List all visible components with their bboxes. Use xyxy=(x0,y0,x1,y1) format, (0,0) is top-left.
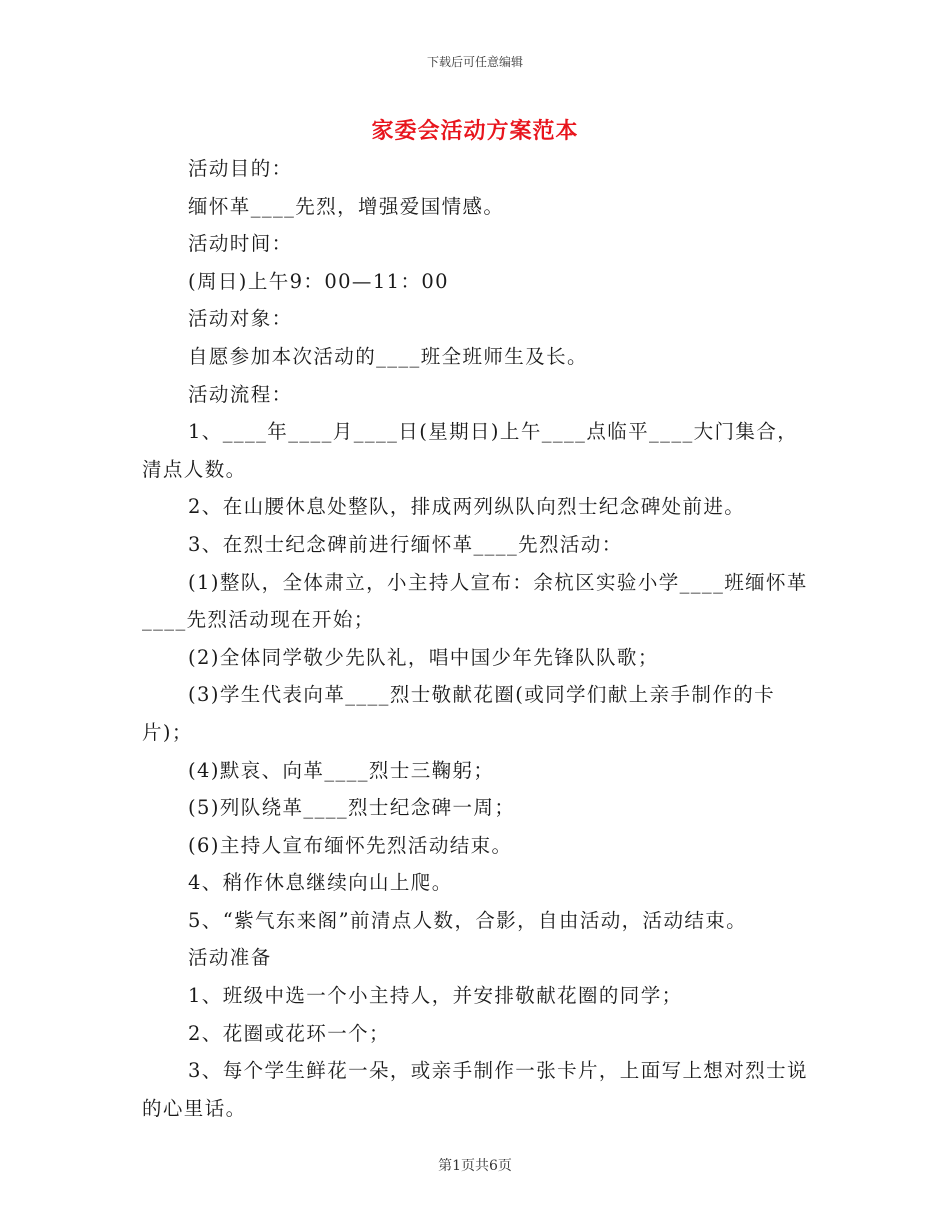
paragraph-process-step-5: 5、“紫气东来阁”前清点人数，合影，自由活动，活动结束。 xyxy=(188,908,748,932)
document-title: 家委会活动方案范本 xyxy=(371,118,579,144)
paragraph-time: (周日)上午9：00—11：00 xyxy=(188,269,449,293)
header-note: 下载后可任意编辑 xyxy=(426,55,523,69)
paragraph-process-step-1: 1、____年____月____日(星期日)上午____点临平____大门集合，清点人数。 xyxy=(142,420,799,481)
paragraph-audience-heading: 活动对象： xyxy=(188,307,293,331)
paragraph-preparation-2: 2、花圈或花环一个； xyxy=(188,1021,390,1045)
document-body xyxy=(142,150,808,1127)
paragraph-preparation-heading: 活动准备 xyxy=(188,946,272,970)
paragraph-process-step-4: 4、稍作休息继续向山上爬。 xyxy=(188,871,453,895)
paragraph-process-step-2: 2、在山腰休息处整队，排成两列纵队向烈士纪念碑处前进。 xyxy=(188,495,746,519)
paragraph-preparation-1: 1、班级中选一个小主持人，并安排敬献花圈的同学； xyxy=(188,984,683,1008)
paragraph-substep-3: (3)学生代表向革____烈士敬献花圈(或同学们献上亲手制作的卡片)； xyxy=(142,683,776,744)
paragraph-substep-1: (1)整队，全体肃立，小主持人宣布：余杭区实验小学____班缅怀革____先烈活动现在开始； xyxy=(142,570,808,632)
paragraph-substep-4: (4)默哀、向革____烈士三鞠躬； xyxy=(188,758,495,782)
paragraph-preparation-3: 3、每个学生鲜花一朵，或亲手制作一张卡片，上面写上想对烈士说的心里话。 xyxy=(142,1059,808,1120)
paragraph-audience: 自愿参加本次活动的____班全班师生及长。 xyxy=(188,344,588,368)
page-footer: 第1页共6页 xyxy=(438,1158,512,1174)
paragraph-purpose: 缅怀革____先烈，增强爱国情感。 xyxy=(188,194,505,218)
paragraph-purpose-heading: 活动目的： xyxy=(188,157,293,180)
paragraph-substep-2: (2)全体同学敬少先队礼，唱中国少年先锋队队歌； xyxy=(188,645,659,669)
paragraph-substep-6: (6)主持人宣布缅怀先烈活动结束。 xyxy=(188,833,513,857)
paragraph-process-heading: 活动流程： xyxy=(188,382,293,406)
paragraph-time-heading: 活动时间： xyxy=(188,232,293,256)
paragraph-process-step-3: 3、在烈士纪念碑前进行缅怀革____先烈活动： xyxy=(188,532,623,556)
paragraph-substep-5: (5)列队绕革____烈士纪念碑一周； xyxy=(188,796,516,820)
